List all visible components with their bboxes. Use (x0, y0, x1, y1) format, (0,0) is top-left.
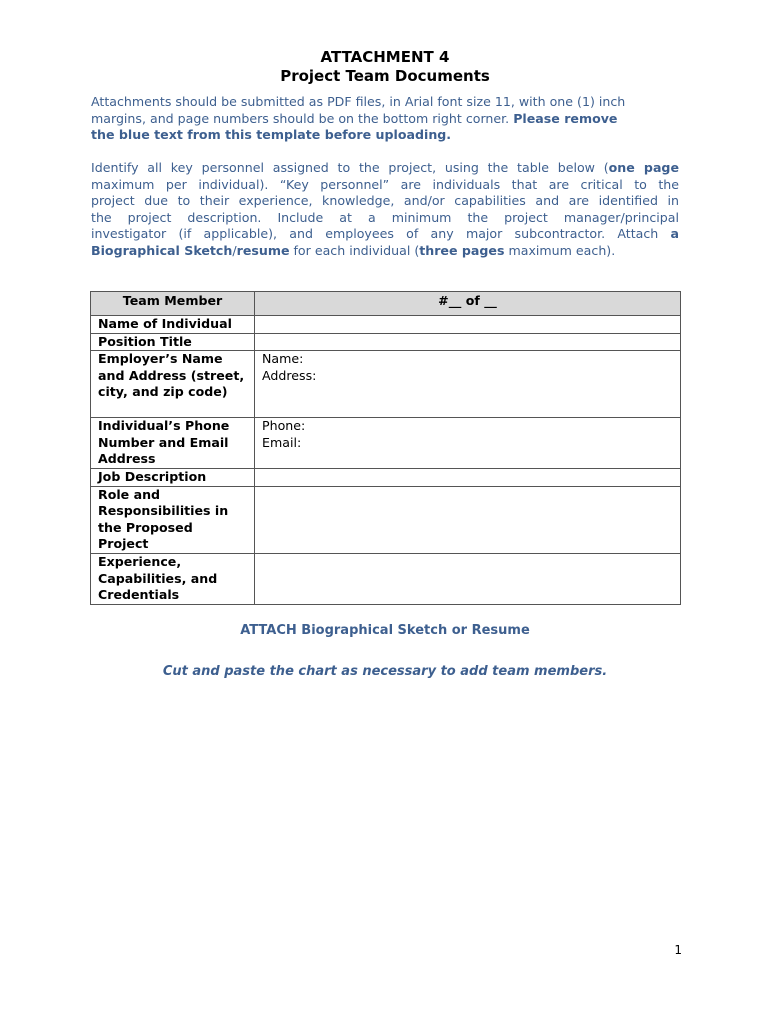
instr-line-6-text-a: for each individual ( (289, 242, 420, 258)
instr-line-5-text: investigator (if applicable), and employees of any major subcontractor. Attach (91, 226, 671, 241)
page-number: 1 (674, 943, 682, 957)
row-label: Position Title (91, 333, 255, 351)
instr-line-1-bold: one page (608, 160, 679, 175)
table-header-row (91, 292, 681, 316)
position-title-field[interactable] (255, 333, 681, 351)
instr-line-4: the project description. Include at a minimum the project manager/principal (91, 209, 679, 225)
phone-label: Phone: (262, 418, 306, 434)
name-label: Name: (262, 351, 304, 367)
phone-email-field[interactable] (255, 418, 681, 469)
email-label: Email: (262, 434, 302, 450)
instr-line-5 (91, 226, 679, 243)
intro-line-3-bold: the blue text from this template before uploading. (91, 127, 452, 142)
instr-line-6-bold-b: resume (236, 242, 290, 258)
intro-line-1: Attachments should be submitted as PDF files, in Arial font size 11, with one (1) inch (91, 94, 626, 109)
employer-address-field[interactable] (255, 351, 681, 418)
team-member-table (90, 291, 681, 605)
table-row (91, 316, 681, 334)
address-label: Address: (262, 367, 317, 383)
instr-line-6-bold-c: three pages (419, 242, 505, 258)
row-label: Individual’s Phone Number and Email Address (91, 418, 255, 469)
role-responsibilities-field[interactable] (255, 486, 681, 553)
instr-line-2: maximum per individual). “Key personnel” are individuals that are critical to the (91, 176, 679, 192)
intro-line-2-bold: Please remove (513, 110, 618, 126)
instr-line-6-slash: / (232, 242, 237, 258)
cut-paste-note: Cut and paste the chart as necessary to add team members. (162, 664, 608, 679)
table-row (91, 468, 681, 486)
attachment-title: ATTACHMENT 4 (320, 48, 450, 66)
table-row (91, 351, 681, 418)
table-row (91, 486, 681, 553)
instr-line-6-bold-a: Biographical Sketch (91, 242, 233, 258)
intro-line-3 (91, 127, 679, 144)
row-label: Role and Responsibilities in the Proposed Project (91, 486, 255, 553)
team-member-header: Team Member (91, 292, 255, 316)
row-label: Employer’s Name and Address (street, city, and zip code) (91, 351, 255, 418)
instr-line-6 (91, 243, 679, 260)
row-label: Name of Individual (91, 316, 255, 334)
row-label: Experience, Capabilities, and Credentials (91, 553, 255, 604)
key-personnel-instructions (91, 160, 679, 259)
instr-line-6-text-b: maximum each). (504, 242, 616, 258)
instr-line-1-text: Identify all key personnel assigned to the project, using the table below ( (91, 160, 609, 175)
name-of-individual-field[interactable] (255, 316, 681, 334)
instr-line-3: project due to their experience, knowledge, and/or capabilities and are identified in (91, 193, 679, 208)
intro-line-2-text: margins, and page numbers should be on the bottom right corner. (91, 110, 514, 126)
instr-line-1 (91, 160, 679, 177)
document-subtitle: Project Team Documents (280, 67, 490, 85)
member-number-header[interactable]: #__ of __ (255, 292, 681, 316)
job-description-field[interactable] (255, 468, 681, 486)
experience-field[interactable] (255, 553, 681, 604)
table-row (91, 418, 681, 469)
submission-instructions (91, 94, 679, 144)
table-row (91, 553, 681, 604)
intro-line-2 (91, 111, 679, 128)
table-row (91, 333, 681, 351)
row-label: Job Description (91, 468, 255, 486)
attach-biographical-note: ATTACH Biographical Sketch or Resume (240, 623, 530, 638)
instr-line-5-bold: a (670, 226, 679, 241)
